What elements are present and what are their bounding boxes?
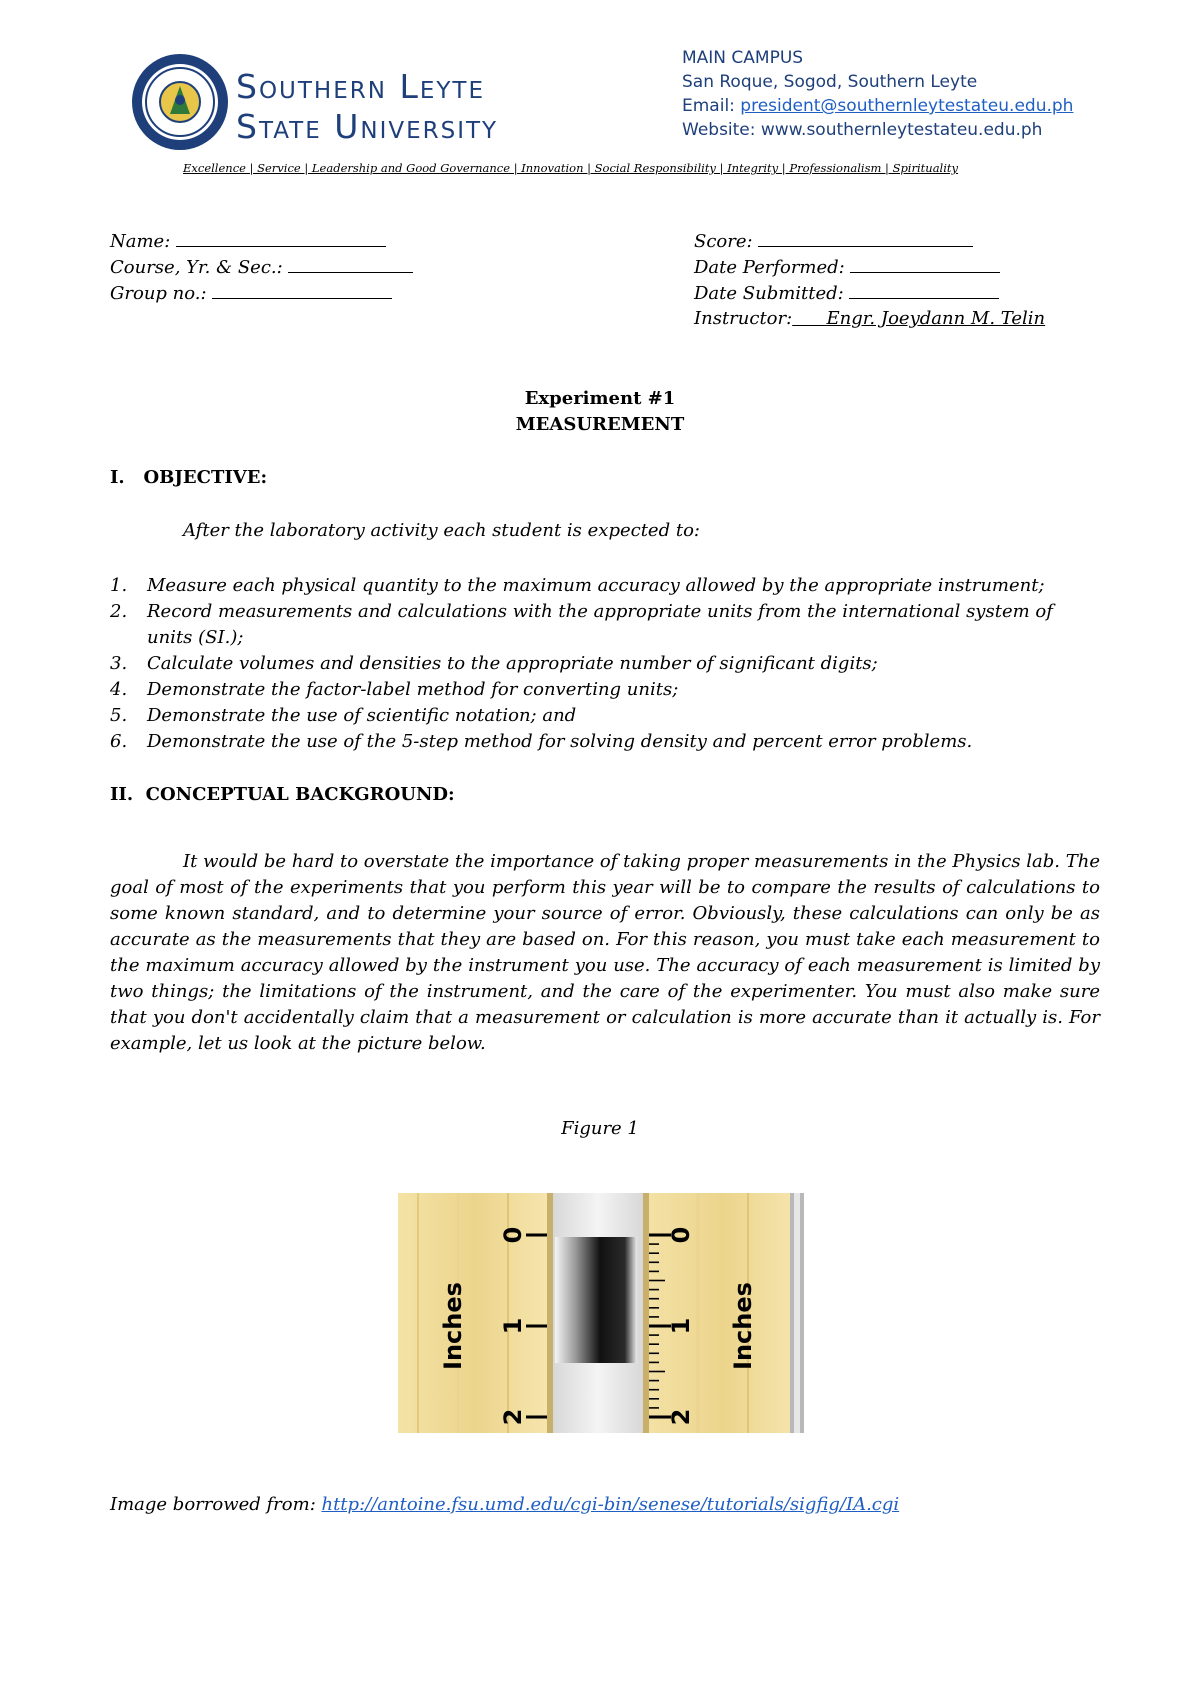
university-name-line1: Southern Leyte <box>236 67 485 106</box>
date-submitted-blank <box>849 280 999 299</box>
measured-cylinder <box>555 1237 637 1363</box>
left-tick-2: 2 <box>499 1408 527 1426</box>
experiment-title: MEASUREMENT <box>515 414 685 435</box>
objective-list <box>110 573 1100 755</box>
left-ruler <box>398 1193 553 1433</box>
campus-website: Website: www.southernleytestateu.edu.ph <box>682 120 1043 140</box>
experiment-number: Experiment #1 <box>524 388 676 409</box>
course-blank <box>288 254 413 273</box>
list-item: 1. Measure each physical quantity to the maximum accuracy allowed by the appropriate instrument; <box>110 575 1045 596</box>
objective-intro: After the laboratory activity each student is expected to: <box>183 520 700 541</box>
list-item: 4. Demonstrate the factor-label method for converting units; <box>110 679 679 700</box>
core-values: Excellence | Service | Leadership and Good Governance | Innovation | Social Responsibility | Integrity | Professionalism | Spirituality <box>183 161 959 175</box>
right-tick-0: 0 <box>667 1226 695 1244</box>
university-name-line2: State University <box>236 107 499 146</box>
university-seal-logo <box>130 52 230 152</box>
group-blank <box>212 280 392 299</box>
right-tick-2: 2 <box>667 1408 695 1426</box>
list-item: 3. Calculate volumes and densities to the appropriate number of significant digits; <box>110 653 878 674</box>
date-submitted-field: Date Submitted: <box>694 280 999 307</box>
score-field: Score: <box>694 228 973 255</box>
group-field: Group no.: <box>110 280 392 307</box>
list-item: 6. Demonstrate the use of the 5-step method for solving density and percent error problems. <box>110 731 973 752</box>
list-item: 5. Demonstrate the use of scientific notation; and <box>110 705 577 726</box>
campus-address: San Roque, Sogod, Southern Leyte <box>682 72 978 92</box>
right-unit-label: Inches <box>729 1282 757 1370</box>
left-unit-label: Inches <box>439 1282 467 1370</box>
date-performed-blank <box>850 254 1000 273</box>
name-field: Name: <box>110 228 386 255</box>
campus-email: Email: president@southernleytestateu.edu.ph <box>682 96 1074 116</box>
ruler-figure <box>398 1193 804 1433</box>
source-link[interactable]: http://antoine.fsu.umd.edu/cgi-bin/senese/tutorials/sigfig/IA.cgi <box>321 1494 900 1515</box>
background-paragraph: It would be hard to overstate the importance of taking proper measurements in the Physics lab. The goal of most of the experiments that you perform this year will be to compare the results of calculations to some known standard, and to determine your source of error. Obviously, these calculations can only be as accurate as the measurements that they are based on. For this reason, you must take each measurement to the maximum accuracy allowed by the instrument you use. The accuracy of each measurement is limited by two things; the limitations of the instrument, and the care of the experimenter. You must also make sure that you don't accidentally claim that a measurement or calculation is more accurate than it actually is. For example, let us look at the picture below. <box>110 851 1100 1054</box>
list-item: 2. Record measurements and calculations with the appropriate units from the international system of units (SI.); <box>110 601 1053 648</box>
figure-caption: Figure 1 <box>561 1118 639 1139</box>
course-field: Course, Yr. & Sec.: <box>110 254 413 281</box>
right-tick-1: 1 <box>667 1317 695 1335</box>
image-credit: Image borrowed from: http://antoine.fsu.umd.edu/cgi-bin/senese/tutorials/sigfig/IA.cgi <box>110 1494 900 1515</box>
objective-heading: I. OBJECTIVE: <box>110 467 268 488</box>
name-blank <box>176 228 386 247</box>
left-tick-0: 0 <box>499 1226 527 1244</box>
instructor-field: Instructor: Engr. Joeydann M. Telin <box>694 308 1046 329</box>
email-link[interactable]: president@southernleytestateu.edu.ph <box>740 96 1074 116</box>
background-heading: II. CONCEPTUAL BACKGROUND: <box>110 784 455 805</box>
left-tick-1: 1 <box>499 1317 527 1335</box>
instructor-name: Engr. Joeydann M. Telin <box>826 308 1046 329</box>
score-blank <box>758 228 973 247</box>
campus-name: MAIN CAMPUS <box>682 48 804 68</box>
date-performed-field: Date Performed: <box>694 254 1000 281</box>
